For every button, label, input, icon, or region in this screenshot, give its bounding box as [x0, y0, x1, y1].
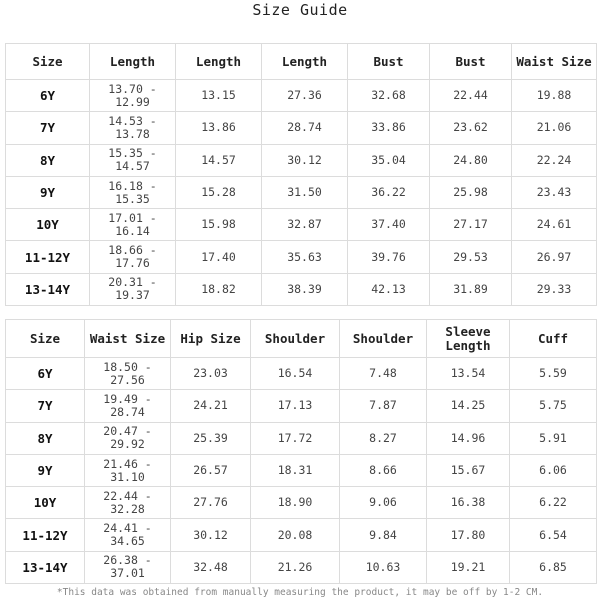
table-cell: 35.63 [262, 241, 348, 273]
table-cell: 37.40 [348, 209, 430, 241]
size-cell: 8Y [6, 422, 85, 454]
table-cell: 14.57 [176, 144, 262, 176]
size-cell: 11-12Y [6, 241, 90, 273]
column-header: Length [176, 44, 262, 80]
table-header-row [6, 320, 597, 358]
table-cell: 6.22 [510, 487, 597, 519]
table-cell: 13.54 [427, 358, 510, 390]
table-cell: 8.27 [340, 422, 427, 454]
table-cell: 15.98 [176, 209, 262, 241]
table-cell: 20.08 [251, 519, 340, 551]
column-header: Size [6, 44, 90, 80]
column-header: Sleeve Length [427, 320, 510, 358]
table-cell: 21.26 [251, 551, 340, 583]
table-cell: 17.40 [176, 241, 262, 273]
table-cell: 32.48 [171, 551, 251, 583]
size-cell: 8Y [6, 144, 90, 176]
table-row [6, 241, 597, 273]
table-cell: 27.17 [430, 209, 512, 241]
column-header: Length [90, 44, 176, 80]
table-cell: 5.75 [510, 390, 597, 422]
size-cell: 11-12Y [6, 519, 85, 551]
table-cell: 26.38 - 37.01 [85, 551, 171, 583]
table-cell: 6.85 [510, 551, 597, 583]
size-cell: 10Y [6, 209, 90, 241]
table-row [6, 551, 597, 583]
table-cell: 26.57 [171, 454, 251, 486]
table-cell: 39.76 [348, 241, 430, 273]
table-cell: 30.12 [171, 519, 251, 551]
table-row [6, 454, 597, 486]
table-cell: 25.39 [171, 422, 251, 454]
table-cell: 21.46 - 31.10 [85, 454, 171, 486]
column-header: Waist Size [512, 44, 597, 80]
table-cell: 16.18 - 15.35 [90, 176, 176, 208]
table-cell: 32.68 [348, 80, 430, 112]
table-cell: 9.06 [340, 487, 427, 519]
size-cell: 13-14Y [6, 273, 90, 305]
table-cell: 28.74 [262, 112, 348, 144]
column-header: Shoulder [340, 320, 427, 358]
table-cell: 16.38 [427, 487, 510, 519]
column-header: Hip Size [171, 320, 251, 358]
table-cell: 14.96 [427, 422, 510, 454]
table-row [6, 80, 597, 112]
table-cell: 10.63 [340, 551, 427, 583]
table-cell: 15.28 [176, 176, 262, 208]
table-cell: 8.66 [340, 454, 427, 486]
size-cell: 6Y [6, 80, 90, 112]
table-cell: 13.86 [176, 112, 262, 144]
table-cell: 38.39 [262, 273, 348, 305]
table-cell: 30.12 [262, 144, 348, 176]
size-cell: 10Y [6, 487, 85, 519]
table-cell: 24.21 [171, 390, 251, 422]
table-row [6, 519, 597, 551]
table-cell: 6.06 [510, 454, 597, 486]
column-header: Shoulder [251, 320, 340, 358]
column-header: Size [6, 320, 85, 358]
table-cell: 26.97 [512, 241, 597, 273]
table-cell: 5.91 [510, 422, 597, 454]
column-header: Bust [430, 44, 512, 80]
table-cell: 21.06 [512, 112, 597, 144]
column-header: Bust [348, 44, 430, 80]
table-cell: 27.36 [262, 80, 348, 112]
table-row [6, 209, 597, 241]
table-cell: 13.15 [176, 80, 262, 112]
table-cell: 18.31 [251, 454, 340, 486]
size-cell: 7Y [6, 112, 90, 144]
table-cell: 18.90 [251, 487, 340, 519]
table-cell: 29.53 [430, 241, 512, 273]
size-cell: 9Y [6, 454, 85, 486]
table-cell: 15.67 [427, 454, 510, 486]
table-cell: 20.31 - 19.37 [90, 273, 176, 305]
table-cell: 19.88 [512, 80, 597, 112]
table-cell: 33.86 [348, 112, 430, 144]
table-row [6, 390, 597, 422]
table-cell: 17.13 [251, 390, 340, 422]
table-cell: 15.35 - 14.57 [90, 144, 176, 176]
table-cell: 23.03 [171, 358, 251, 390]
table-cell: 5.59 [510, 358, 597, 390]
table-cell: 17.01 - 16.14 [90, 209, 176, 241]
table-cell: 25.98 [430, 176, 512, 208]
table-cell: 31.89 [430, 273, 512, 305]
table-cell: 24.80 [430, 144, 512, 176]
table-cell: 16.54 [251, 358, 340, 390]
table-cell: 29.33 [512, 273, 597, 305]
table-row [6, 273, 597, 305]
table-row [6, 144, 597, 176]
table-cell: 24.41 - 34.65 [85, 519, 171, 551]
table-cell: 23.43 [512, 176, 597, 208]
table-cell: 22.44 - 32.28 [85, 487, 171, 519]
table-cell: 13.70 - 12.99 [90, 80, 176, 112]
table-row [6, 487, 597, 519]
table-cell: 17.80 [427, 519, 510, 551]
table-cell: 19.21 [427, 551, 510, 583]
table-row [6, 422, 597, 454]
table-cell: 42.13 [348, 273, 430, 305]
table-cell: 32.87 [262, 209, 348, 241]
column-header: Cuff [510, 320, 597, 358]
size-table-upper [5, 43, 597, 306]
table-cell: 23.62 [430, 112, 512, 144]
table-header-row [6, 44, 597, 80]
table-cell: 27.76 [171, 487, 251, 519]
table-cell: 14.53 - 13.78 [90, 112, 176, 144]
table-cell: 18.82 [176, 273, 262, 305]
size-cell: 6Y [6, 358, 85, 390]
table-cell: 18.66 - 17.76 [90, 241, 176, 273]
table-cell: 7.87 [340, 390, 427, 422]
table-cell: 22.24 [512, 144, 597, 176]
table-cell: 9.84 [340, 519, 427, 551]
table-row [6, 112, 597, 144]
column-header: Length [262, 44, 348, 80]
page-title: Size Guide [252, 1, 348, 19]
table-cell: 6.54 [510, 519, 597, 551]
table-cell: 14.25 [427, 390, 510, 422]
table-row [6, 358, 597, 390]
size-cell: 9Y [6, 176, 90, 208]
size-cell: 7Y [6, 390, 85, 422]
table-cell: 35.04 [348, 144, 430, 176]
size-table-lower [5, 319, 597, 584]
table-cell: 20.47 - 29.92 [85, 422, 171, 454]
table-cell: 22.44 [430, 80, 512, 112]
size-cell: 13-14Y [6, 551, 85, 583]
table-cell: 24.61 [512, 209, 597, 241]
table-row [6, 176, 597, 208]
table-cell: 17.72 [251, 422, 340, 454]
column-header: Waist Size [85, 320, 171, 358]
table-cell: 19.49 - 28.74 [85, 390, 171, 422]
table-cell: 18.50 - 27.56 [85, 358, 171, 390]
table-cell: 31.50 [262, 176, 348, 208]
table-cell: 7.48 [340, 358, 427, 390]
measurement-disclaimer: *This data was obtained from manually measuring the product, it may be off by 1-2 CM. [56, 587, 544, 598]
table-cell: 36.22 [348, 176, 430, 208]
